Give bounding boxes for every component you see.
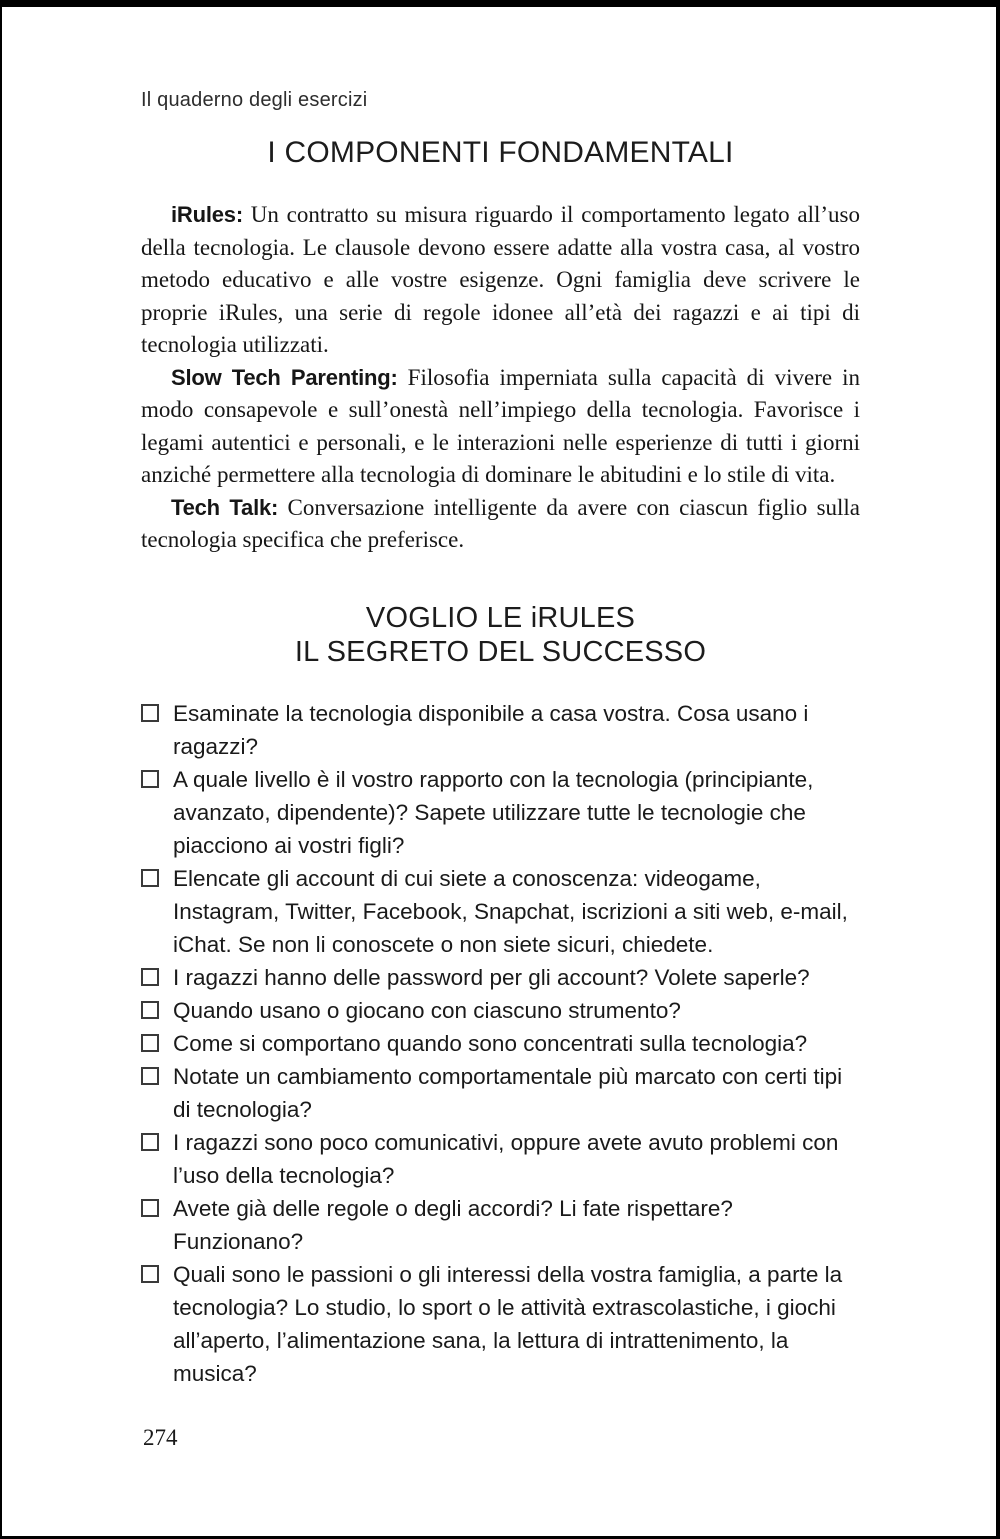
- checklist-item-text: A quale livello è il vostro rapporto con la tecnologia (principiante, avanzato, dipendente)? Sapete utilizzare tutte le tecnologie che piacciono ai vostri figli?: [173, 766, 814, 858]
- checklist-item: [141, 994, 860, 1027]
- page-title: I COMPONENTI FONDAMENTALI: [267, 136, 734, 169]
- checklist-item: [141, 697, 860, 763]
- checkbox-icon: [141, 1034, 159, 1052]
- definition-text: Filosofia imperniata sulla capacità di vivere in modo consapevole e sull’onestà nell’impiego della tecnologia. Favorisce i legami autentici e personali, e le interazioni nelle esperienze di tutti i giorni anziché permettere alla tecnologia di dominare le abitudini e lo stile di vita.: [141, 364, 860, 487]
- checkbox-icon: [141, 1265, 159, 1283]
- checklist-item: [141, 1060, 860, 1126]
- checklist-item-text: Esaminate la tecnologia disponibile a casa vostra. Cosa usano i ragazzi?: [173, 700, 809, 759]
- checkbox-icon: [141, 968, 159, 986]
- checklist-item-text: I ragazzi hanno delle password per gli account? Volete saperle?: [173, 964, 810, 990]
- definition-slow-tech-parenting: [141, 362, 860, 492]
- definition-term: Tech Talk:: [171, 494, 279, 520]
- checklist-item: [141, 1258, 860, 1390]
- checklist-item: [141, 1126, 860, 1192]
- definition-irules: [141, 199, 860, 362]
- definitions-section: [141, 199, 860, 557]
- definition-term: iRules:: [171, 202, 243, 227]
- checklist-item: [141, 1027, 860, 1060]
- checklist-item-text: Avete già delle regole o degli accordi? Li fate rispettare? Funzionano?: [173, 1195, 733, 1254]
- checklist-item-text: Quali sono le passioni o gli interessi della vostra famiglia, a parte la tecnologia? Lo studio, lo sport o le attività extrascolastiche, i giochi all’aperto, l’alimentazione sana, la lettura di intrattenimento, la musica?: [173, 1261, 843, 1386]
- section-heading: [141, 601, 860, 669]
- page-content: [2, 89, 996, 1390]
- checklist-item: [141, 961, 860, 994]
- checklist-item-text: Notate un cambiamento comportamentale più marcato con certi tipi di tecnologia?: [173, 1063, 843, 1122]
- running-head: Il quaderno degli esercizi: [141, 89, 368, 111]
- checkbox-icon: [141, 704, 159, 722]
- checkbox-icon: [141, 1067, 159, 1085]
- section-heading-line2: IL SEGRETO DEL SUCCESSO: [294, 635, 707, 668]
- page-number: 274: [143, 1425, 178, 1450]
- checklist: [141, 697, 860, 1390]
- definition-tech-talk: [141, 492, 860, 557]
- checklist-item: [141, 1192, 860, 1258]
- checkbox-icon: [141, 1001, 159, 1019]
- checkbox-icon: [141, 770, 159, 788]
- definition-term: Slow Tech Parenting:: [171, 364, 398, 390]
- checklist-item: [141, 763, 860, 862]
- checklist-item-text: Come si comportano quando sono concentrati sulla tecnologia?: [173, 1030, 808, 1056]
- checklist-item-text: I ragazzi sono poco comunicativi, oppure avete avuto problemi con l’uso della tecnologia?: [173, 1129, 839, 1188]
- section-heading-line1: VOGLIO LE iRULES: [365, 601, 636, 634]
- checklist-item-text: Elencate gli account di cui siete a conoscenza: videogame, Instagram, Twitter, Facebook, Snapchat, iscrizioni a siti web, e-mail, iChat. Se non li conoscete o non siete sicuri, chiedete.: [173, 865, 848, 957]
- definition-text: Un contratto su misura riguardo il comportamento legato all’uso della tecnologia. Le clausole devono essere adatte alla vostra casa, al vostro metodo educativo e alle vostre esigenze. Ogni famiglia deve scrivere le proprie iRules, una serie di regole idonee all’età dei ragazzi e ai tipi di tecnologia utilizzati.: [141, 202, 860, 357]
- checklist-item: [141, 862, 860, 961]
- checkbox-icon: [141, 1133, 159, 1151]
- checkbox-icon: [141, 1199, 159, 1217]
- definition-text: Conversazione intelligente da avere con ciascun figlio sulla tecnologia specifica che preferisce.: [141, 494, 861, 552]
- checkbox-icon: [141, 869, 159, 887]
- checklist-item-text: Quando usano o giocano con ciascuno strumento?: [173, 997, 681, 1023]
